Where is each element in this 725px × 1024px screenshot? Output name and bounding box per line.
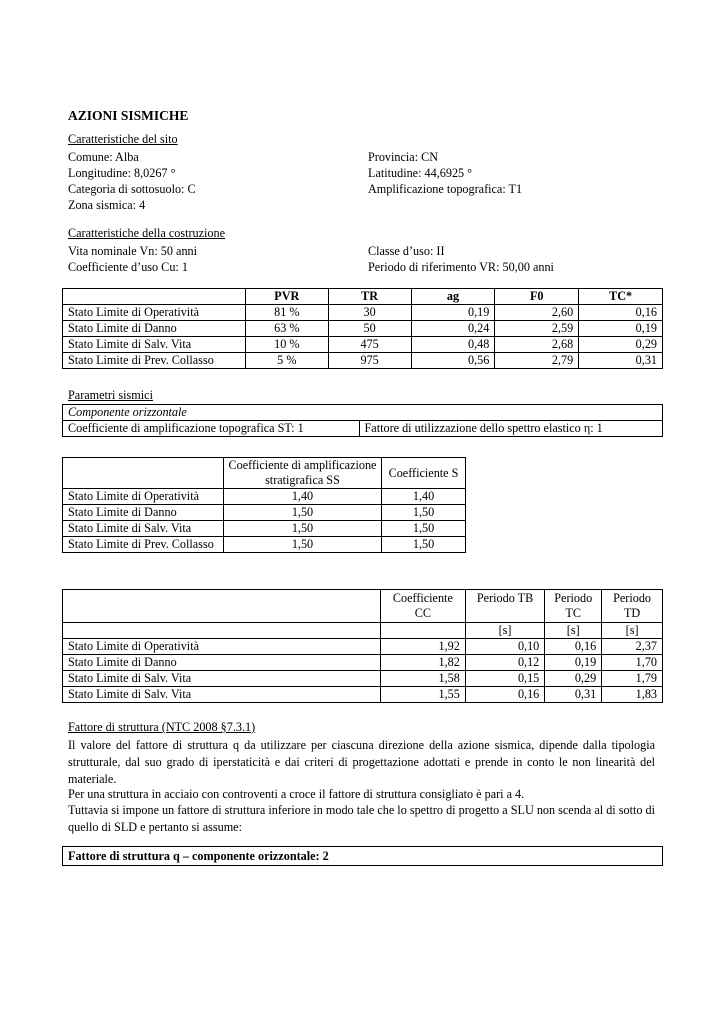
table-row [63,421,663,437]
table-row [63,505,466,521]
table-cell: 0,29 [545,671,602,687]
table-cell: Stato Limite di Salv. Vita [63,687,381,703]
table-cell: Stato Limite di Operatività [63,489,224,505]
table-cell: 975 [328,353,411,369]
construction-heading: Caratteristiche della costruzione [68,226,226,240]
construction-vita: Vita nominale Vn: 50 anni [68,244,198,258]
table-cell: 10 % [245,337,328,353]
seismic-params-heading: Parametri sismici [68,388,153,402]
table-row [63,639,663,655]
structure-factor-paragraph-2: Per una struttura in acciaio con controventi a croce il fattore di struttura consigliato è pari a 4. [68,787,525,801]
table-cell: 0,19 [579,321,663,337]
table-cell: 1,70 [602,655,663,671]
table-cell: 0,19 [411,305,495,321]
site-zona: Zona sismica: 4 [68,198,146,212]
structure-factor-paragraph-1: Il valore del fattore di struttura q da utilizzare per ciascuna direzione della azione sismica, dipende dalla tipologia strutturale, dal suo grado di iperstaticità e dai criteri di progettazione adottati e prende in conto le non linearità del materiale. [68,738,655,786]
table-cell: 2,79 [495,353,579,369]
amplification-table [62,457,466,553]
table-cell: 1,50 [382,521,466,537]
table-cell: 1,50 [382,537,466,553]
table-cell: 0,56 [411,353,495,369]
table-cell: Stato Limite di Salv. Vita [63,337,246,353]
site-heading: Caratteristiche del sito [68,132,178,146]
table-unit: [s] [545,623,602,639]
site-amplificazione: Amplificazione topografica: T1 [368,182,523,196]
site-provincia: Provincia: CN [368,150,439,164]
table-cell: 1,40 [223,489,381,505]
table-header-row [63,590,663,623]
table-cell: 0,16 [545,639,602,655]
structure-factor-box [62,846,663,866]
table-row [63,537,466,553]
table-cell: 0,31 [579,353,663,369]
table-cell: 1,92 [380,639,465,655]
structure-factor-value: Fattore di struttura q – componente orizzontale: 2 [68,849,329,863]
table-cell: Stato Limite di Danno [63,505,224,521]
spectrum-periods-table [62,589,663,703]
table-row [63,353,663,369]
table-cell: 1,82 [380,655,465,671]
table-cell: 1,40 [382,489,466,505]
table-row [63,321,663,337]
table-cell: 1,50 [223,521,381,537]
table-cell: Stato Limite di Danno [63,655,381,671]
table-header: Periodo TD [602,590,663,623]
table-header [63,289,246,305]
table-cell: 1,50 [382,505,466,521]
table-header: Coefficiente S [382,458,466,489]
table-cell: 0,48 [411,337,495,353]
table-unit [380,623,465,639]
table-cell: 0,10 [465,639,544,655]
table-unit [63,623,381,639]
construction-cu: Coefficiente d’uso Cu: 1 [68,260,188,274]
table-cell: 81 % [245,305,328,321]
table-cell: 30 [328,305,411,321]
limit-states-table [62,288,663,369]
table-cell: 2,60 [495,305,579,321]
table-cell: 2,37 [602,639,663,655]
component-label: Componente orizzontale [63,405,663,421]
table-unit: [s] [602,623,663,639]
table-cell: 63 % [245,321,328,337]
table-cell: Stato Limite di Salv. Vita [63,521,224,537]
table-row [63,405,663,421]
table-header: TC* [579,289,663,305]
table-cell: Stato Limite di Operatività [63,305,246,321]
table-cell: Stato Limite di Operatività [63,639,381,655]
table-header: Periodo TB [465,590,544,623]
table-cell: 0,24 [411,321,495,337]
table-cell: 1,83 [602,687,663,703]
horizontal-component-table [62,404,663,437]
table-row [63,489,466,505]
table-row [63,305,663,321]
table-cell: Stato Limite di Salv. Vita [63,671,381,687]
table-header: ag [411,289,495,305]
table-cell: 1,58 [380,671,465,687]
table-cell: 0,31 [545,687,602,703]
eta-factor: Fattore di utilizzazione dello spettro elastico η: 1 [359,421,662,437]
construction-vr: Periodo di riferimento VR: 50,00 anni [368,260,554,274]
table-header-row [63,458,466,489]
table-cell: 2,68 [495,337,579,353]
table-cell: 50 [328,321,411,337]
table-cell: 1,50 [223,505,381,521]
st-coefficient: Coefficiente di amplificazione topografica ST: 1 [63,421,360,437]
table-row [63,671,663,687]
table-cell: 475 [328,337,411,353]
site-categoria: Categoria di sottosuolo: C [68,182,196,196]
table-cell: 0,12 [465,655,544,671]
table-cell: 1,50 [223,537,381,553]
structure-factor-paragraph-3: Tuttavia si impone un fattore di struttura inferiore in modo tale che lo spettro di progetto a SLU non scenda al di sotto di quello di SLD e pertanto si assume: [68,803,655,834]
table-row [63,337,663,353]
table-header: F0 [495,289,579,305]
table-cell: 0,19 [545,655,602,671]
table-header: Coefficiente di amplificazione stratigrafica SS [223,458,381,489]
table-cell: 5 % [245,353,328,369]
table-cell: 1,55 [380,687,465,703]
site-latitudine: Latitudine: 44,6925 ° [368,166,473,180]
table-cell: Stato Limite di Prev. Collasso [63,353,246,369]
table-cell: 1,79 [602,671,663,687]
table-header [63,590,381,623]
table-header [63,458,224,489]
page-title: AZIONI SISMICHE [68,108,189,123]
table-cell: 0,15 [465,671,544,687]
site-comune: Comune: Alba [68,150,139,164]
table-header: TR [328,289,411,305]
site-longitudine: Longitudine: 8,0267 ° [68,166,176,180]
table-header: PVR [245,289,328,305]
table-unit: [s] [465,623,544,639]
table-cell: 0,29 [579,337,663,353]
table-cell: Stato Limite di Danno [63,321,246,337]
table-row [63,521,466,537]
table-cell: Stato Limite di Prev. Collasso [63,537,224,553]
table-units-row [63,623,663,639]
table-cell: 2,59 [495,321,579,337]
table-cell: 0,16 [465,687,544,703]
table-cell: 0,16 [579,305,663,321]
table-header: Periodo TC [545,590,602,623]
table-header: Coefficiente CC [380,590,465,623]
table-row [63,687,663,703]
construction-classe: Classe d’uso: II [368,244,445,258]
structure-factor-heading: Fattore di struttura (NTC 2008 §7.3.1) [68,720,256,734]
table-header-row [63,289,663,305]
table-row [63,655,663,671]
